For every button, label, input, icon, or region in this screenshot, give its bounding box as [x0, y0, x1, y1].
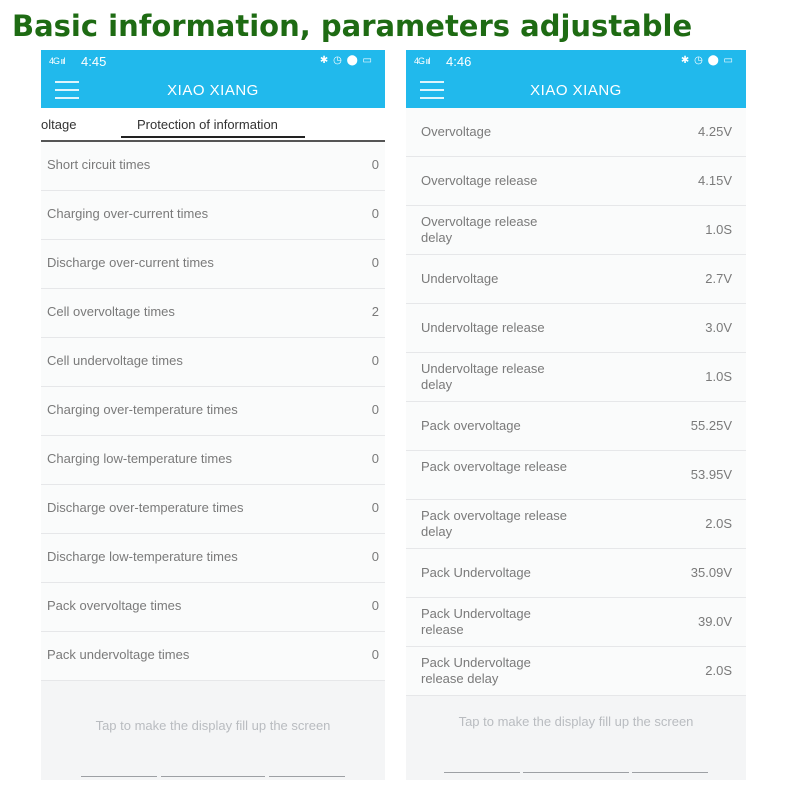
- item-value: 53.95V: [690, 467, 732, 482]
- item-label: Discharge low-temperature times: [47, 549, 238, 564]
- item-label: Pack Undervoltage release delay: [421, 655, 531, 686]
- list-item[interactable]: [41, 387, 385, 436]
- item-label: Discharge over-temperature times: [47, 500, 244, 515]
- item-label: Charging over-temperature times: [47, 402, 238, 417]
- list-item[interactable]: [41, 485, 385, 534]
- item-label: Pack Undervoltage release: [421, 606, 531, 637]
- item-value: 0: [371, 353, 379, 368]
- list-item[interactable]: [406, 255, 746, 304]
- item-value: 4.15V: [698, 173, 732, 188]
- fill-screen-hint[interactable]: Tap to make the display fill up the screen: [95, 718, 331, 733]
- right-phone-screenshot: [406, 50, 746, 780]
- status-time: 4:45: [81, 54, 107, 69]
- list-item[interactable]: [406, 353, 746, 402]
- item-value: 4.25V: [698, 124, 732, 139]
- item-value: 2.7V: [705, 271, 732, 286]
- status-bar: [406, 54, 746, 76]
- headline: Basic information, parameters adjustable: [12, 9, 693, 43]
- item-value: 0: [371, 157, 379, 172]
- list-item[interactable]: [406, 598, 746, 647]
- item-value: 2: [371, 304, 379, 319]
- list-item[interactable]: [41, 534, 385, 583]
- item-label: Charging over-current times: [47, 206, 209, 221]
- item-label: Overvoltage release delay: [421, 214, 538, 245]
- list-item[interactable]: [406, 451, 746, 500]
- item-label: Short circuit times: [47, 157, 151, 172]
- item-label: Cell overvoltage times: [47, 304, 175, 319]
- app-title: XIAO XIANG: [530, 82, 622, 99]
- list-item[interactable]: [41, 191, 385, 240]
- item-value: 55.25V: [690, 418, 732, 433]
- status-icons: ✱ ◷ ⬤ ▭: [319, 55, 373, 66]
- tab-voltage[interactable]: oltage: [41, 117, 77, 132]
- list-item[interactable]: [406, 549, 746, 598]
- signal-icon: 4G ııl: [414, 56, 430, 66]
- item-label: Undervoltage release: [421, 320, 545, 335]
- list-item[interactable]: [41, 142, 385, 191]
- tab-bar: [41, 108, 385, 142]
- list-item[interactable]: [41, 338, 385, 387]
- item-value: 0: [371, 451, 379, 466]
- list-item[interactable]: [41, 240, 385, 289]
- list-item[interactable]: [41, 436, 385, 485]
- status-icons: ✱ ◷ ⬤ ▭: [680, 55, 734, 66]
- item-label: Undervoltage release delay: [421, 361, 545, 392]
- item-label: Pack overvoltage: [421, 418, 521, 433]
- parameter-list: [406, 108, 746, 696]
- item-value: 0: [371, 206, 379, 221]
- signal-icon: 4G ııl: [49, 56, 65, 66]
- list-item[interactable]: [41, 632, 385, 681]
- item-value: 0: [371, 598, 379, 613]
- item-value: 2.0S: [705, 663, 732, 678]
- item-label: Cell undervoltage times: [47, 353, 183, 368]
- protection-list: [41, 142, 385, 681]
- app-bar: [406, 50, 746, 108]
- nav-bar-lines: [406, 772, 746, 774]
- item-value: 0: [371, 255, 379, 270]
- item-label: Undervoltage: [421, 271, 499, 286]
- list-item[interactable]: [406, 108, 746, 157]
- item-value: 0: [371, 402, 379, 417]
- tab-protection-information[interactable]: Protection of information: [137, 117, 278, 132]
- item-value: 0: [371, 500, 379, 515]
- list-item[interactable]: [41, 583, 385, 632]
- nav-bar-lines: [41, 776, 385, 778]
- item-value: 1.0S: [705, 369, 732, 384]
- item-value: 0: [371, 647, 379, 662]
- item-label: Pack undervoltage times: [47, 647, 190, 662]
- item-value: 35.09V: [690, 565, 732, 580]
- status-bar: [41, 54, 385, 76]
- active-tab-indicator: [121, 136, 305, 138]
- list-item[interactable]: [406, 157, 746, 206]
- item-label: Pack overvoltage times: [47, 598, 182, 613]
- app-bar: [41, 50, 385, 108]
- app-title: XIAO XIANG: [167, 82, 259, 99]
- list-item[interactable]: [406, 206, 746, 255]
- list-item[interactable]: [41, 289, 385, 338]
- item-label: Overvoltage: [421, 124, 492, 139]
- status-time: 4:46: [446, 54, 472, 69]
- item-value: 0: [371, 549, 379, 564]
- item-label: Overvoltage release: [421, 173, 538, 188]
- item-label: Discharge over-current times: [47, 255, 214, 270]
- item-label: Pack Undervoltage: [421, 565, 531, 580]
- item-value: 2.0S: [705, 516, 732, 531]
- item-label: Pack overvoltage release delay: [421, 508, 567, 539]
- list-item[interactable]: [406, 647, 746, 696]
- item-value: 39.0V: [698, 614, 732, 629]
- fill-screen-hint[interactable]: Tap to make the display fill up the screen: [458, 714, 694, 729]
- item-value: 1.0S: [705, 222, 732, 237]
- item-label: Pack overvoltage release: [421, 459, 567, 474]
- list-item[interactable]: [406, 304, 746, 353]
- list-item[interactable]: [406, 500, 746, 549]
- left-phone-screenshot: [41, 50, 385, 780]
- item-label: Charging low-temperature times: [47, 451, 232, 466]
- item-value: 3.0V: [705, 320, 732, 335]
- list-item[interactable]: [406, 402, 746, 451]
